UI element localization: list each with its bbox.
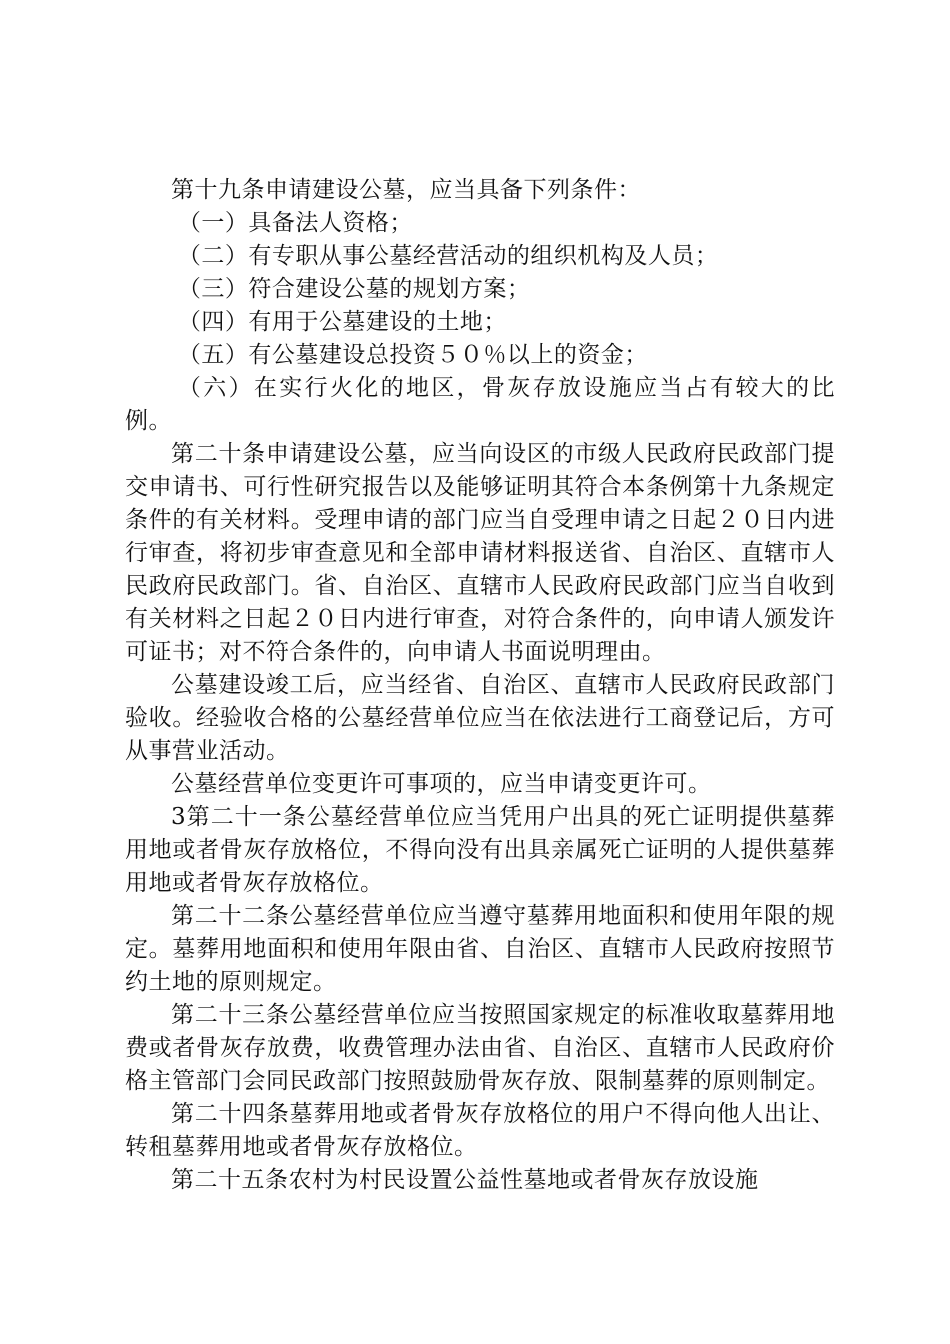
article-19-item-2: （二）有专职从事公墓经营活动的组织机构及人员； <box>177 243 719 269</box>
article-19-item-6: （六）在实行火化的地区，骨灰存放设施应当占有较大的比例。 <box>125 375 835 434</box>
document-body <box>125 174 835 1197</box>
article-20-acceptance: 公墓建设竣工后，应当经省、自治区、直辖市人民政府民政部门验收。经验收合格的公墓经营单位应当在依法进行工商登记后，方可从事营业活动。 <box>125 672 835 764</box>
article-19-item-3: （三）符合建设公墓的规划方案； <box>177 276 531 302</box>
article-23: 第二十三条公墓经营单位应当按照国家规定的标准收取墓葬用地费或者骨灰存放费，收费管理办法由省、自治区、直辖市人民政府价格主管部门会同民政部门按照鼓励骨灰存放、限制墓葬的原则制定。 <box>125 1002 835 1094</box>
article-20: 第二十条申请建设公墓，应当向设区的市级人民政府民政部门提交申请书、可行性研究报告以及能够证明其符合本条例第十九条规定条件的有关材料。受理申请的部门应当自受理申请之日起２０日内进行审查，将初步审查意见和全部申请材料报送省、自治区、直辖市人民政府民政部门。省、自治区、直辖市人民政府民政部门应当自收到有关材料之日起２０日内进行审查，对符合条件的，向申请人颁发许可证书；对不符合条件的，向申请人书面说明理由。 <box>125 441 835 665</box>
article-19-item-1: （一）具备法人资格； <box>177 210 413 236</box>
article-19-item-5: （五）有公墓建设总投资５０％以上的资金； <box>177 342 648 368</box>
article-19-item-4: （四）有用于公墓建设的土地； <box>177 309 507 335</box>
article-19-intro: 第十九条申请建设公墓，应当具备下列条件： <box>171 177 641 203</box>
article-20-change: 公墓经营单位变更许可事项的，应当申请变更许可。 <box>171 771 712 797</box>
article-21: 3第二十一条公墓经营单位应当凭用户出具的死亡证明提供墓葬用地或者骨灰存放格位，不得向没有出具亲属死亡证明的人提供墓葬用地或者骨灰存放格位。 <box>125 804 835 896</box>
article-24: 第二十四条墓葬用地或者骨灰存放格位的用户不得向他人出让、转租墓葬用地或者骨灰存放格位。 <box>125 1101 835 1160</box>
article-25: 第二十五条农村为村民设置公益性墓地或者骨灰存放设施 <box>171 1167 759 1193</box>
article-22: 第二十二条公墓经营单位应当遵守墓葬用地面积和使用年限的规定。墓葬用地面积和使用年限由省、自治区、直辖市人民政府按照节约土地的原则规定。 <box>125 903 835 995</box>
